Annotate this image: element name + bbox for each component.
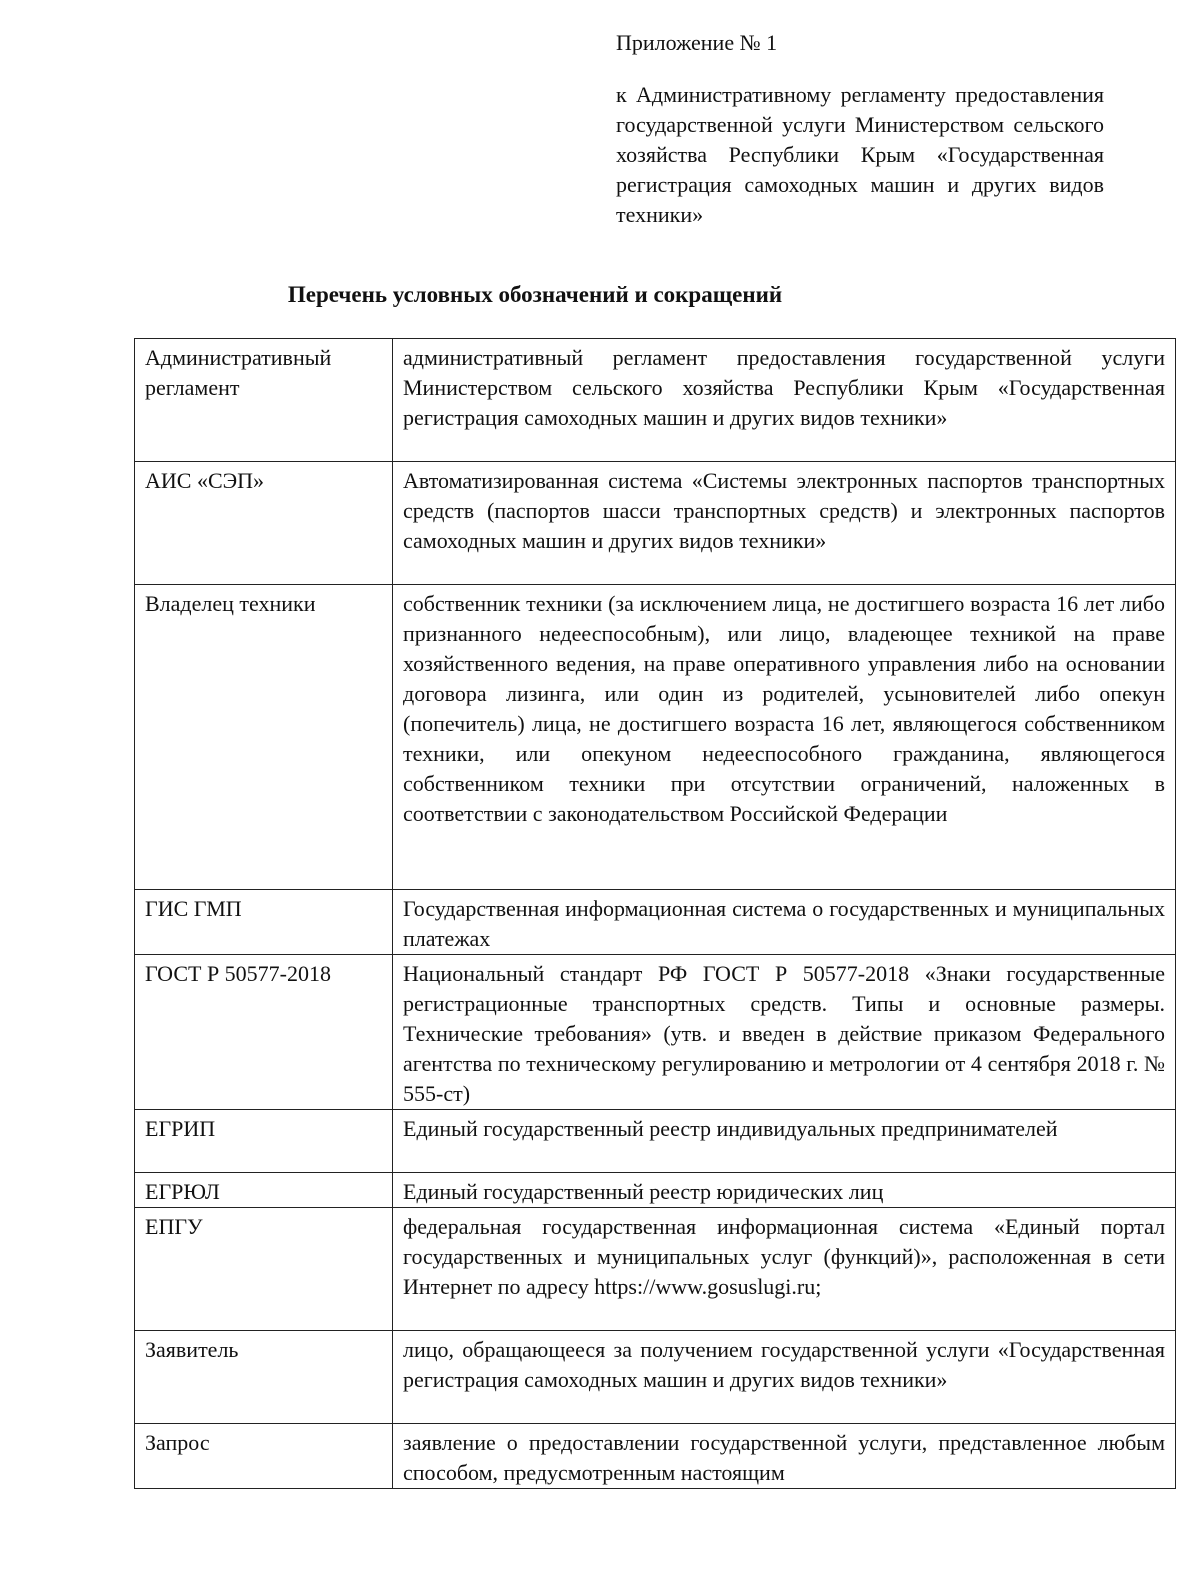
term-cell: ГИС ГМП: [135, 890, 393, 955]
table-row: [135, 1173, 1176, 1208]
term-cell: Административный регламент: [135, 339, 393, 462]
appendix-reference: к Административному регламенту предоставления государственной услуги Министерством сельского хозяйства Республики Крым «Государственная регистрация самоходных машин и других видов техники»: [616, 82, 1104, 227]
table-row: [135, 585, 1176, 890]
term-cell: ЕГРЮЛ: [135, 1173, 393, 1208]
term-cell: АИС «СЭП»: [135, 462, 393, 585]
appendix-number: Приложение № 1: [616, 30, 778, 55]
definition-cell: Автоматизированная система «Системы электронных паспортов транспортных средств (паспортов шасси транспортных средств) и электронных паспортов самоходных машин и других видов техники»: [393, 462, 1176, 585]
table-row: [135, 462, 1176, 585]
definition-cell: Единый государственный реестр юридических лиц: [393, 1173, 1176, 1208]
table-row: [135, 339, 1176, 462]
term-cell: ЕГРИП: [135, 1110, 393, 1173]
table-row: [135, 1208, 1176, 1331]
definition-cell: собственник техники (за исключением лица, не достигшего возраста 16 лет либо признанного недееспособным), или лицо, владеющее техникой на праве хозяйственного ведения, на праве оперативного управления либо на основании договора лизинга, или один из родителей, усыновителей либо опекун (попечитель) лица, не достигшего возраста 16 лет, являющегося собственником техники, или опекуном недееспособного гражданина, являющегося собственником техники при отсутствии ограничений, наложенных в соответствии с законодательством Российской Федерации: [393, 585, 1176, 890]
term-cell: Заявитель: [135, 1331, 393, 1424]
appendix-header: [616, 28, 1104, 230]
term-cell: ЕПГУ: [135, 1208, 393, 1331]
table-row: [135, 955, 1176, 1110]
definition-cell: Государственная информационная система о государственных и муниципальных платежах: [393, 890, 1176, 955]
term-cell: ГОСТ Р 50577-2018: [135, 955, 393, 1110]
term-cell: Запрос: [135, 1424, 393, 1489]
definition-cell: административный регламент предоставления государственной услуги Министерством сельского хозяйства Республики Крым «Государственная регистрация самоходных машин и других видов техники»: [393, 339, 1176, 462]
definition-cell: Национальный стандарт РФ ГОСТ Р 50577-2018 «Знаки государственные регистрационные транспортных средств. Типы и основные размеры. Технические требования» (утв. и введен в действие приказом Федерального агентства по техническому регулированию и метрологии от 4 сентября 2018 г. № 555-ст): [393, 955, 1176, 1110]
term-cell: Владелец техники: [135, 585, 393, 890]
definition-cell: заявление о предоставлении государственной услуги, представленное любым способом, предусмотренным настоящим: [393, 1424, 1176, 1489]
definition-cell: лицо, обращающееся за получением государственной услуги «Государственная регистрация самоходных машин и других видов техники»: [393, 1331, 1176, 1424]
abbreviations-table: [134, 338, 1176, 1489]
table-row: [135, 1331, 1176, 1424]
table-row: [135, 1110, 1176, 1173]
table-row: [135, 1424, 1176, 1489]
definition-cell: Единый государственный реестр индивидуальных предпринимателей: [393, 1110, 1176, 1173]
document-title: Перечень условных обозначений и сокращений: [287, 282, 783, 307]
definition-cell: федеральная государственная информационная система «Единый портал государственных и муниципальных услуг (функций)», расположенная в сети Интернет по адресу https://www.gosuslugi.ru;: [393, 1208, 1176, 1331]
table-row: [135, 890, 1176, 955]
